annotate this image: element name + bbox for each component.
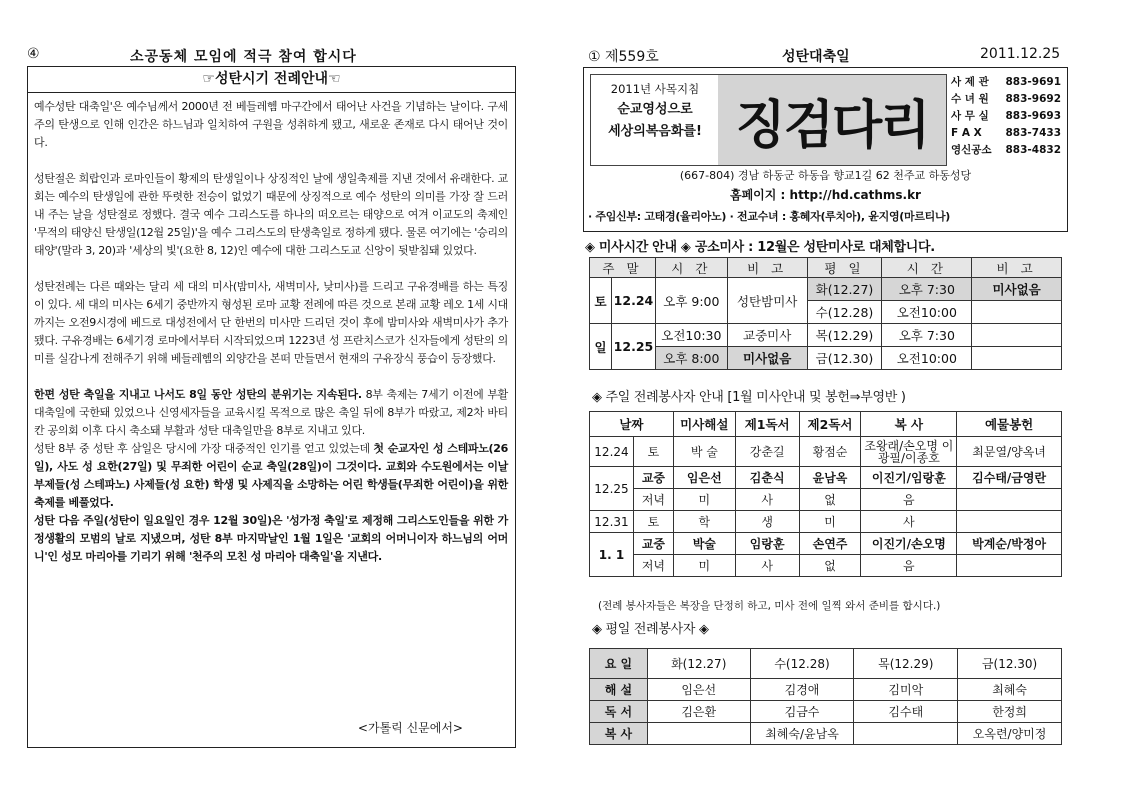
duty-sub: 저녁 xyxy=(633,555,673,577)
duty-cell: 학 xyxy=(673,511,735,533)
duty-cell: 황점순 xyxy=(799,437,861,467)
weekday-cell xyxy=(854,723,958,745)
weekday-cell: 김미악 xyxy=(854,679,958,701)
contact-row: F A X 883-7433 xyxy=(951,127,1061,139)
duty-sub: 저녁 xyxy=(633,489,673,511)
duty-cell: 김수태/금영란 xyxy=(957,467,1062,489)
parish-address: (667-804) 경남 하동군 하동읍 향교1길 62 천주교 하동성당 xyxy=(679,169,972,182)
col-header: 복 사 xyxy=(861,412,957,437)
weekday-header: 목(12.29) xyxy=(854,649,958,679)
left-page-number: ④ xyxy=(27,46,40,62)
duty-date: 1. 1 xyxy=(590,533,634,577)
duty-sub: 교중 xyxy=(633,467,673,489)
weekday-header: 화(12.27) xyxy=(647,649,750,679)
duty-cell: 조왕래/손오명 이광필/이종호 xyxy=(861,437,957,467)
weekday-time: 오전10:00 xyxy=(882,347,972,370)
weekend-time: 오전10:30 xyxy=(655,324,727,347)
duty-cell: 생 xyxy=(735,511,799,533)
weekday-cell: 한정희 xyxy=(958,701,1062,723)
contact-row: 수 녀 원 883-9692 xyxy=(951,93,1061,105)
duty-cell: 사 xyxy=(735,489,799,511)
weekday-duty-table xyxy=(589,648,1062,745)
row-label: 독 서 xyxy=(590,701,648,723)
duty-cell: 박계순/박정아 xyxy=(957,533,1062,555)
weekday-day: 화(12.27) xyxy=(807,278,882,301)
article-paragraph: 성탄 다음 주일(성탄이 일요일인 경우 12월 30일)은 '성가정 축일'로 제정해 그리스도인들을 위한 가정생활의 모범의 날로 지냈으며, 성탄 8부 마지막날인 1월 1일은 '교회의 어머니이자 하느님의 어머니'인 성모 마리아를 기리기 위해 '천주의 모친 성 마리아 대축일'을 지낸다. xyxy=(34,514,508,563)
duty-cell: 미 xyxy=(799,511,861,533)
col-header: 주 말 xyxy=(590,258,656,278)
article-source: <가톨릭 신문에서> xyxy=(357,721,463,735)
weekend-note: 교중미사 xyxy=(727,324,807,347)
duty-cell: 최문열/양옥녀 xyxy=(957,437,1062,467)
duty-cell: 강춘길 xyxy=(735,437,799,467)
weekday-day: 수(12.28) xyxy=(807,301,882,324)
row-label: 요 일 xyxy=(590,649,648,679)
duty-cell: 음 xyxy=(861,555,957,577)
contact-row: 사 제 관 883-9691 xyxy=(951,76,1061,88)
weekend-time: 오후 8:00 xyxy=(655,347,727,370)
guideline-slogan-1: 순교영성으로 xyxy=(617,102,693,117)
duty-cell: 사 xyxy=(735,555,799,577)
duty-cell: 박술 xyxy=(673,533,735,555)
weekday-time: 오후 7:30 xyxy=(882,324,972,347)
article-paragraph: 성탄 8부 중 성탄 후 삼일은 당시에 가장 대중적인 인기를 얻고 있었는데 첫 순교자인 성 스테파노(26일), 사도 성 요한(27일) 및 무죄한 어린이 순교 축일(28일)이 그것이다. 교회와 수도원에서는 이날 부제들(성 스테파노) 사제들(성 요한) 학생 및 사제직을 소망하는 어린 학생들(무죄한 어린이)을 위한 축제를 베풀었다. xyxy=(34,442,508,509)
duty-cell: 박 술 xyxy=(673,437,735,467)
article-paragraph: 예수성탄 대축일'은 예수님께서 2000년 전 베들레헴 마구간에서 태어난 사건을 기념하는 날이다. 구세주의 탄생으로 인해 인간은 하느님과 일치하여 구원을 성취하게 됐고, 새로운 존재로 다시 태어난 것이다. xyxy=(34,100,508,149)
col-header: 시 간 xyxy=(882,258,972,278)
col-header: 예물봉헌 xyxy=(957,412,1062,437)
weekday-note: 미사없음 xyxy=(972,278,1062,301)
duty-cell: 미 xyxy=(673,555,735,577)
right-issue-title: 성탄대축일 xyxy=(782,49,850,65)
duty-cell: 윤남옥 xyxy=(799,467,861,489)
duty-sub: 교중 xyxy=(633,533,673,555)
masthead xyxy=(583,67,1068,232)
col-header: 비 고 xyxy=(727,258,807,278)
article-paragraph: 성탄전례는 다른 때와는 달리 세 대의 미사(밤미사, 새벽미사, 낮미사)를 드리고 구유경배를 하는 특징이 있다. 세 대의 미사는 6세기 중반까지 형성된 로마 교황 전례에 따른 것으로 본래 교황 레오 1세 시대까지는 오전9시경에 베드로 대성전에서 단 한번의 미사만 드리던 것이 후에 밤미사와 새벽미사가 추가됐다. 구유경배는 6세기경 로마에서부터 시작되었으며 1223년 성 프란치스코가 신자들에게 성탄의 의미를 실감나게 전해주기 위해 베들레헴의 외양간을 본떠 만들면서 현재의 구유장식 풍습이 등장했다. xyxy=(34,280,508,365)
article-title: ☞성탄시기 전례안내☜ xyxy=(28,67,515,93)
row-label: 복 사 xyxy=(590,723,648,745)
mass-schedule-title: ◈ 미사시간 안내 ◈ 공소미사 : 12월은 성탄미사로 대체합니다. xyxy=(585,240,935,255)
article-paragraph: 성탄절은 희랍인과 로마인들이 황제의 탄생일이나 상징적인 날에 생일축제를 지낸 것에서 유래한다. 교회는 예수의 탄생일에 관한 뚜렷한 전승이 없었기 때문에 상징적으로 예수 성탄의 의미를 가장 잘 드러내 주는 날을 성탄절로 정했다. 결국 예수 그리스도를 하나의 떠오르는 태양으로 여겨 이교도의 축제인 '무적의 태양신 탄생일(12월 25일)'을 예수 그리스도의 탄생축일로 정하게 됐다. 물론 여기에는 '승리의 태양'(말라 3, 20)과 '세상의 빛'(요한 8, 12)인 예수에 대한 그리스도교 신앙이 뒷받침돼 있었다. xyxy=(34,172,508,257)
duty-day: 토 xyxy=(633,437,673,467)
weekday-day: 금(12.30) xyxy=(807,347,882,370)
weekday-note xyxy=(972,347,1062,370)
weekday-cell: 임은선 xyxy=(647,679,750,701)
duty-cell: 이진기/손오명 xyxy=(861,533,957,555)
duty-date: 12.31 xyxy=(590,511,634,533)
weekend-note: 미사없음 xyxy=(727,347,807,370)
duty-cell: 임은선 xyxy=(673,467,735,489)
col-header: 날짜 xyxy=(590,412,674,437)
contact-row: 사 무 실 883-9693 xyxy=(951,110,1061,122)
weekday-duty-title: ◈ 평일 전례봉사자 ◈ xyxy=(592,622,709,637)
sunday-duty-title: ◈ 주일 전례봉사자 안내 [1월 미사안내 및 봉헌⇒부영반 ) xyxy=(592,390,906,405)
weekday-day: 목(12.29) xyxy=(807,324,882,347)
contact-list xyxy=(946,74,1061,166)
row-label: 해 설 xyxy=(590,679,648,701)
weekend-date: 12.24 xyxy=(611,278,655,324)
weekday-cell: 최혜숙/윤남옥 xyxy=(750,723,854,745)
weekend-time: 오후 9:00 xyxy=(655,278,727,324)
newsletter-logo: 징검다리 xyxy=(718,74,946,166)
duty-cell: 없 xyxy=(799,489,861,511)
liturgy-article-box xyxy=(27,66,516,748)
left-slogan: 소공동체 모임에 적극 참여 합시다 xyxy=(130,49,357,65)
mass-schedule-table xyxy=(589,257,1062,370)
duty-cell: 사 xyxy=(861,511,957,533)
col-header: 비 고 xyxy=(972,258,1062,278)
sunday-duty-table xyxy=(589,411,1062,577)
weekday-cell: 김수태 xyxy=(854,701,958,723)
pastoral-guideline xyxy=(590,74,720,166)
guideline-year: 2011년 사목지침 xyxy=(610,82,700,96)
duty-cell: 음 xyxy=(861,489,957,511)
duty-cell xyxy=(957,555,1062,577)
duty-cell xyxy=(957,511,1062,533)
duty-cell: 임랑훈 xyxy=(735,533,799,555)
duty-cell: 이진기/임랑훈 xyxy=(861,467,957,489)
article-paragraph: 한편 성탄 축일을 지내고 나서도 8일 동안 성탄의 분위기는 지속된다. 8부 축제는 7세기 이전에 부활 대축일에 국한돼 있었으나 신영세자들을 교육시킬 목적으로 많은 축일 뒤에 8부가 따랐고, 제2차 바티칸 공의회 이후 다시 축소돼 부활과 성탄 대축일만을 8부로 지내고 있다. xyxy=(34,388,508,437)
weekday-time: 오전10:00 xyxy=(882,301,972,324)
weekday-cell: 김은환 xyxy=(647,701,750,723)
duty-day: 토 xyxy=(633,511,673,533)
clergy-staff: · 주임신부: 고태경(율리아노) · 전교수녀 : 홍혜자(루치아), 윤지영(마르티나) xyxy=(588,210,951,223)
duty-cell: 김춘식 xyxy=(735,467,799,489)
duty-cell: 미 xyxy=(673,489,735,511)
weekday-header: 수(12.28) xyxy=(750,649,854,679)
weekday-cell: 김경애 xyxy=(750,679,854,701)
duty-date: 12.25 xyxy=(590,467,634,511)
col-header: 시 간 xyxy=(655,258,727,278)
col-header: 제2독서 xyxy=(799,412,861,437)
homepage-link[interactable]: 홈페이지 : http://hd.cathms.kr xyxy=(730,188,921,202)
col-header: 평 일 xyxy=(807,258,882,278)
col-header: 미사해설 xyxy=(673,412,735,437)
weekend-day: 일 xyxy=(590,324,612,370)
right-issue-date: 2011.12.25 xyxy=(980,46,1061,62)
weekday-note xyxy=(972,324,1062,347)
duty-cell: 손연주 xyxy=(799,533,861,555)
weekend-note: 성탄밤미사 xyxy=(727,278,807,324)
weekend-date: 12.25 xyxy=(611,324,655,370)
duty-cell xyxy=(957,489,1062,511)
duty-date: 12.24 xyxy=(590,437,634,467)
article-body xyxy=(34,98,508,566)
duty-note: (전례 봉사자들은 복장을 단정히 하고, 미사 전에 일찍 와서 준비를 합시다.) xyxy=(598,600,941,612)
weekday-note xyxy=(972,301,1062,324)
weekday-cell: 오옥련/양미정 xyxy=(958,723,1062,745)
weekday-cell: 최혜숙 xyxy=(958,679,1062,701)
contact-row: 영신공소 883-4832 xyxy=(951,144,1061,156)
weekday-time: 오후 7:30 xyxy=(882,278,972,301)
weekday-header: 금(12.30) xyxy=(958,649,1062,679)
duty-cell: 없 xyxy=(799,555,861,577)
right-issue-number: ① 제559호 xyxy=(588,49,659,65)
weekday-cell: 김금수 xyxy=(750,701,854,723)
weekday-cell xyxy=(647,723,750,745)
col-header: 제1독서 xyxy=(735,412,799,437)
weekend-day: 토 xyxy=(590,278,612,324)
guideline-slogan-2: 세상의복음화를! xyxy=(608,124,702,139)
